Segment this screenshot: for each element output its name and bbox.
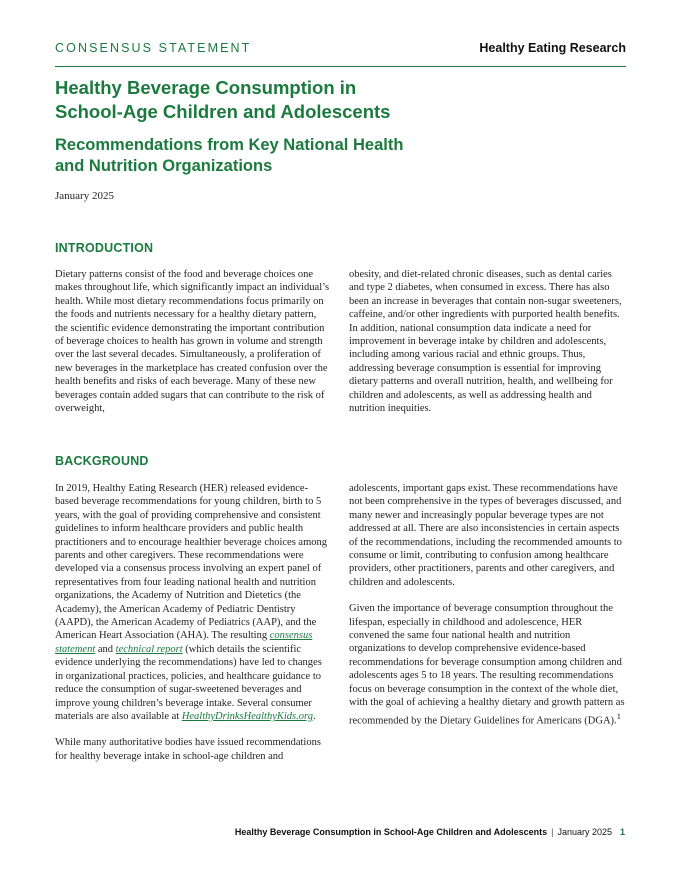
page-title-line-2: School-Age Children and Adolescents (55, 101, 391, 122)
document-type-label: CONSENSUS STATEMENT (55, 41, 252, 55)
introduction-paragraph-right: obesity, and diet-related chronic diseases, such as dental caries and type 2 diabetes, when consumed in excess. There has also been an increase in beverages that contain non-sugar sweeteners, caffeine, and/or other ingredients with purported health benefits. In addition, national consumption data indicate a need for improvement in beverage intake by children and adolescents, including among various racial and ethnic groups. Thus, addressing beverage consumption is essential for improving dietary patterns and overall nutrition, health, and wellbeing for children and adolescents, as well as addressing health and nutrition inequities. (349, 269, 622, 415)
introduction-heading: INTRODUCTION (55, 241, 154, 255)
background-paragraph-1-text-a: In 2019, Healthy Eating Research (HER) released evidence-based beverage recommendations for young children, birth to 5 years, with the goal of providing comprehensive and consistent guidelines to inform healthcare providers and public health practitioners and to encourage healthier beverage choices among parents and other caregivers. These recommendations were developed via a consensus process involving an expert panel of representatives from four leading national health and nutrition organizations, the Academy of Nutrition and Dietetics (the Academy), the American Academy of Pediatric Dentistry (AAPD), the American Academy of Pediatrics (AAP), and the American Heart Association (AHA). The resulting (55, 483, 328, 642)
background-paragraph-2: While many authoritative bodies have issued recommendations for healthy beverage intake in school-age children and (55, 737, 321, 762)
page-title-line-1: Healthy Beverage Consumption in (55, 77, 357, 98)
page-subtitle-line-2: and Nutrition Organizations (55, 157, 273, 175)
page-footer (235, 827, 625, 837)
footnote-reference: 1 (616, 710, 622, 721)
background-paragraph-4-text: Given the importance of beverage consumption throughout the lifespan, especially in childhood and adolescence, HER convened the same four national health and nutrition organizations to develop comprehensive evidence-based recommendations for beverage consumption among children and adolescents ages 5 to 18 years. The resulting recommendations focus on beverage consumption in the context of the whole diet, with the goal of achieving a healthy dietary and growth pattern as recommended by the Dietary Guidelines for Americans (DGA). (349, 603, 625, 726)
page-title (55, 76, 575, 124)
footer-document-title: Healthy Beverage Consumption in School-Age Children and Adolescents (234, 827, 548, 837)
technical-report-link[interactable]: technical report (115, 643, 183, 655)
brand-name: Healthy Eating Research (479, 41, 626, 55)
background-right-column (349, 482, 625, 727)
footer-date: January 2025 (557, 827, 612, 837)
consensus-statement-link[interactable]: consensus statement (55, 630, 313, 655)
healthy-drinks-site-link[interactable]: HealthyDrinksHealthyKids.org (181, 710, 313, 722)
publication-date: January 2025 (55, 190, 114, 202)
background-paragraph-4 (349, 602, 625, 727)
page-subtitle-line-1: Recommendations from Key National Health (55, 136, 404, 154)
header-bar (55, 40, 626, 67)
footer-separator: | (551, 827, 554, 837)
introduction-left-column (55, 268, 331, 415)
page-number: 1 (619, 827, 625, 837)
introduction-paragraph-left: Dietary patterns consist of the food and beverage choices one makes throughout life, which significantly impact an individual’s health. While most dietary recommendations focus primarily on the foods and nutrients necessary for a healthy dietary pattern, the scientific evidence demonstrating the important contribution of beverage choices to health has grown in volume and strength over the last several decades. Simultaneously, a proliferation of new beverages in the marketplace has created confusion over the health benefits and risks of each beverage. Many of these new beverages contain added sugars that can contribute to the risk of overweight, (55, 269, 330, 415)
background-left-column (55, 482, 331, 763)
and-word: and (97, 643, 114, 655)
background-paragraph-1-text-b: (which details the scientific evidence underlying the recommendations) have led to changes in organizational practices, policies, and healthcare guidance to reduce the consumption of sugar-sweetened beverages and improve young children’s beverage intake. Several consumer materials are also available at (55, 643, 322, 722)
background-heading: BACKGROUND (55, 454, 149, 468)
introduction-right-column (349, 268, 625, 415)
background-paragraph-3: adolescents, important gaps exist. These recommendations have not been comprehensive in the types of beverages discussed, and many newer and increasingly popular beverage types are not addressed at all. There are also inconsistencies in certain aspects of the recommendations, including the recommended amounts to consume or limit, contributing to confusion among healthcare providers, other practitioners, parents and other caregivers, and children and adolescents. (349, 483, 622, 588)
background-paragraph-1 (55, 482, 331, 723)
sentence-period: . (312, 710, 316, 722)
page-subtitle (55, 135, 575, 177)
